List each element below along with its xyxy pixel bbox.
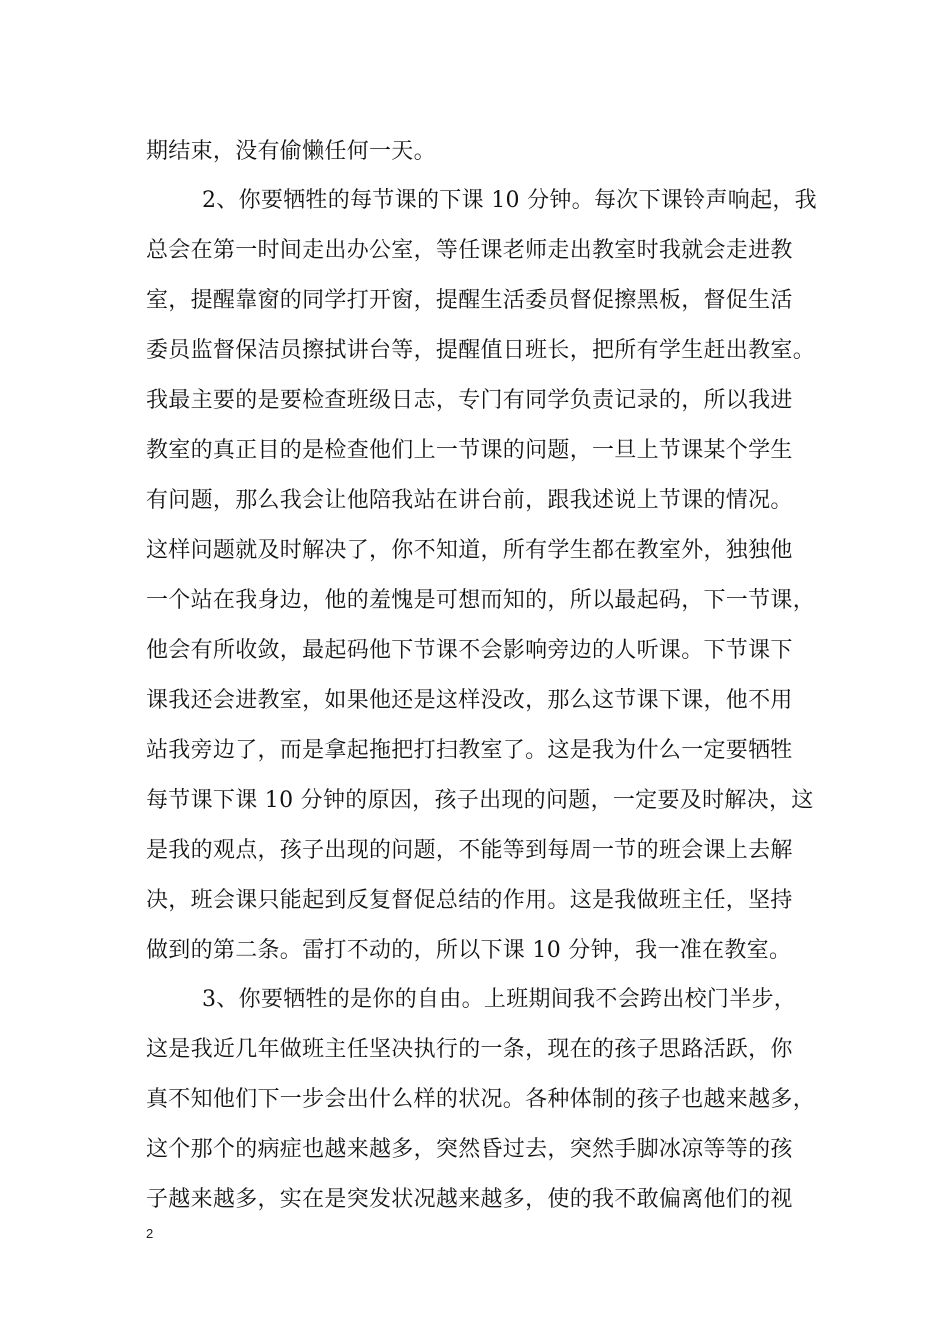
text-line: 决，班会课只能起到反复督促总结的作用。这是我做班主任，坚持	[146, 888, 793, 913]
text-line: 教室的真正目的是检查他们上一节课的问题，一旦上节课某个学生	[146, 438, 793, 463]
text-line: 这是我近几年做班主任坚决执行的一条，现在的孩子思路活跃，你	[146, 1037, 793, 1062]
text-line: 子越来越多，实在是突发状况越来越多，使的我不敢偏离他们的视	[146, 1187, 793, 1212]
text-line: 我最主要的是要检查班级日志，专门有同学负责记录的，所以我进	[146, 388, 793, 413]
text-line: 有问题，那么我会让他陪我站在讲台前，跟我述说上节课的情况。	[146, 488, 793, 513]
text-line: 做到的第二条。雷打不动的，所以下课 10 分钟，我一准在教室。	[146, 938, 792, 963]
text-line: 这样问题就及时解决了，你不知道，所有学生都在教室外，独独他	[146, 538, 793, 563]
text-line: 站我旁边了，而是拿起拖把打扫教室了。这是我为什么一定要牺牲	[146, 738, 793, 763]
text-line: 期结束，没有偷懒任何一天。	[146, 139, 436, 164]
text-line: 这个那个的病症也越来越多，突然昏过去，突然手脚冰凉等等的孩	[146, 1137, 793, 1162]
text-line: 他会有所收敛，最起码他下节课不会影响旁边的人听课。下节课下	[146, 638, 793, 663]
text-line: 总会在第一时间走出办公室，等任课老师走出教室时我就会走进教	[146, 238, 793, 263]
text-line: 室，提醒靠窗的同学打开窗，提醒生活委员督促擦黑板，督促生活	[146, 288, 793, 313]
text-line: 一个站在我身边，他的羞愧是可想而知的，所以最起码，下一节课，	[146, 588, 816, 613]
text-line: 每节课下课 10 分钟的原因，孩子出现的问题，一定要及时解决，这	[146, 788, 814, 813]
page-number: 2	[146, 1226, 154, 1241]
paragraph-start-line: 3、你要牺牲的是你的自由。上班期间我不会跨出校门半步，	[202, 987, 797, 1012]
paragraph-start-line: 2、你要牺牲的每节课的下课 10 分钟。每次下课铃声响起，我	[202, 188, 817, 213]
text-line: 委员监督保洁员擦拭讲台等，提醒值日班长，把所有学生赶出教室。	[146, 338, 816, 363]
text-line: 真不知他们下一步会出什么样的状况。各种体制的孩子也越来越多，	[146, 1087, 816, 1112]
text-line: 课我还会进教室，如果他还是这样没改，那么这节课下课，他不用	[146, 688, 793, 713]
text-line: 是我的观点，孩子出现的问题，不能等到每周一节的班会课上去解	[146, 838, 793, 863]
